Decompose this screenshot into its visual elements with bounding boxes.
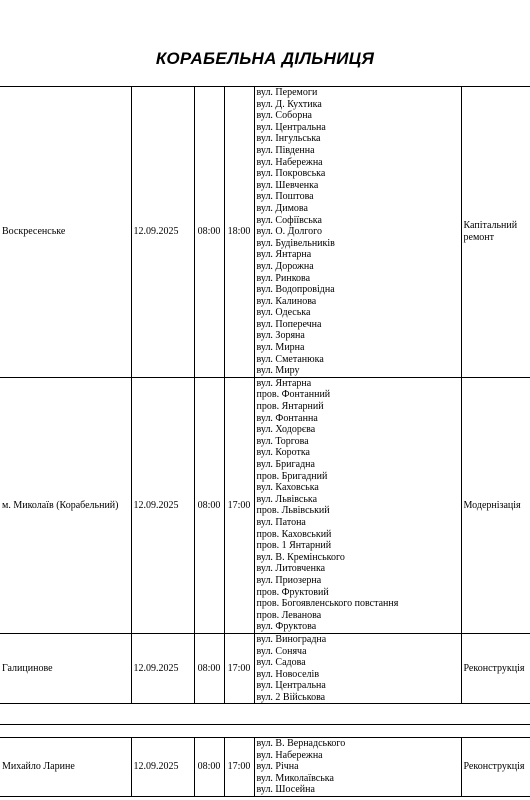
- street-item: пров. Бригадний: [256, 470, 328, 482]
- street-item: вул. Соняча: [256, 645, 307, 657]
- street-item: вул. 2 Військова: [256, 691, 326, 703]
- end-time-cell: 17:00: [224, 738, 254, 797]
- work-type-cell: Реконструкція: [461, 738, 530, 797]
- street-item: вул. Шевченка: [256, 179, 319, 191]
- street-item: вул. Миколаївська: [256, 772, 334, 784]
- street-item: вул. Зоряна: [256, 330, 305, 342]
- street-item: вул. Одеська: [256, 307, 311, 319]
- street-item: вул. Патона: [256, 516, 306, 528]
- street-item: вул. Соборна: [256, 110, 312, 122]
- streets-cell: [254, 87, 461, 378]
- street-item: вул. Річна: [256, 761, 299, 773]
- date-cell: 12.09.2025: [131, 738, 194, 797]
- street-item: вул. Бригадна: [256, 459, 315, 470]
- street-item: вул. О. Долгого: [256, 226, 323, 238]
- street-item: вул. Південна: [256, 144, 315, 156]
- start-time-cell: 08:00: [194, 377, 224, 633]
- street-item: вул. Димова: [256, 202, 308, 214]
- street-item: вул. Набережна: [256, 749, 323, 761]
- work-type-cell: Модернізація: [461, 377, 530, 633]
- street-item: пров. Фруктовий: [256, 586, 329, 598]
- street-item: пров. Янтарний: [256, 401, 324, 413]
- street-item: вул. Львівська: [256, 493, 318, 505]
- page-title: КОРАБЕЛЬНА ДІЛЬНИЦЯ: [155, 49, 375, 68]
- end-time-cell: 17:00: [224, 377, 254, 633]
- street-item: вул. Будівельників: [256, 237, 335, 249]
- street-item: вул. Янтарна: [256, 377, 312, 389]
- street-item: вул. Литовченка: [256, 563, 326, 575]
- date-cell: 12.09.2025: [131, 633, 194, 704]
- street-item: вул. Янтарна: [256, 249, 312, 261]
- street-item: вул. Приозерна: [256, 574, 322, 586]
- street-item: вул. Ходорєва: [256, 424, 316, 436]
- settlement-cell: м. Миколаїв (Корабельний): [0, 377, 131, 633]
- street-item: вул. Поштова: [256, 191, 314, 203]
- street-item: вул. Сметанюка: [256, 353, 324, 365]
- street-item: вул. В. Вернадського: [256, 738, 346, 749]
- street-item: вул. Шосейна: [256, 784, 315, 796]
- street-item: пров. Богоявленського повстання: [256, 598, 399, 610]
- street-item: вул. Поперечна: [256, 318, 322, 330]
- street-item: пров. Каховський: [256, 528, 332, 540]
- street-item: вул. Ринкова: [256, 272, 311, 284]
- settlement-cell: Воскресенське: [0, 87, 131, 378]
- table-row: [0, 87, 530, 378]
- street-item: вул. Центральна: [256, 680, 326, 692]
- street-item: вул. Миру: [256, 365, 300, 377]
- street-item: вул. В. Кремінського: [256, 551, 345, 563]
- street-item: вул. Торгова: [256, 435, 309, 447]
- table-break-line: [0, 724, 530, 725]
- street-item: вул. Коротка: [256, 447, 310, 459]
- street-item: вул. Фруктова: [256, 621, 317, 633]
- street-item: пров. 1 Янтарний: [256, 540, 332, 552]
- street-item: вул. Водопровідна: [256, 284, 335, 296]
- table-row: [0, 738, 530, 797]
- table-row: [0, 633, 530, 704]
- street-item: вул. Д. Кухтика: [256, 98, 322, 110]
- table-row: [0, 377, 530, 633]
- streets-cell: [254, 633, 461, 704]
- street-item: вул. Садова: [256, 657, 306, 669]
- work-type-cell: Реконструкція: [461, 633, 530, 704]
- street-item: вул. Мирна: [256, 342, 305, 354]
- schedule-table-continued: [0, 737, 530, 797]
- end-time-cell: 17:00: [224, 633, 254, 704]
- start-time-cell: 08:00: [194, 87, 224, 378]
- streets-cell: [254, 738, 461, 797]
- street-item: вул. Каховська: [256, 482, 319, 494]
- schedule-table: [0, 86, 530, 704]
- street-item: вул. Калинова: [256, 295, 317, 307]
- settlement-cell: Михайло Ларине: [0, 738, 131, 797]
- street-item: вул. Перемоги: [256, 87, 318, 98]
- street-item: вул. Набережна: [256, 156, 323, 168]
- start-time-cell: 08:00: [194, 633, 224, 704]
- street-item: вул. Інгульська: [256, 133, 321, 145]
- street-item: вул. Дорожна: [256, 260, 314, 272]
- settlement-cell: Галицинове: [0, 633, 131, 704]
- start-time-cell: 08:00: [194, 738, 224, 797]
- street-item: вул. Покровська: [256, 168, 326, 180]
- streets-cell: [254, 377, 461, 633]
- work-type-cell: Капітальний ремонт: [461, 87, 530, 378]
- date-cell: 12.09.2025: [131, 377, 194, 633]
- street-item: вул. Виноградна: [256, 633, 327, 645]
- street-item: вул. Новоселів: [256, 668, 320, 680]
- street-item: пров. Фонтанний: [256, 389, 331, 401]
- street-item: вул. Фонтанна: [256, 412, 318, 424]
- street-item: вул. Софіївська: [256, 214, 322, 226]
- street-item: вул. Центральна: [256, 121, 326, 133]
- street-item: пров. Леванова: [256, 609, 322, 621]
- date-cell: 12.09.2025: [131, 87, 194, 378]
- street-item: пров. Львівський: [256, 505, 330, 517]
- end-time-cell: 18:00: [224, 87, 254, 378]
